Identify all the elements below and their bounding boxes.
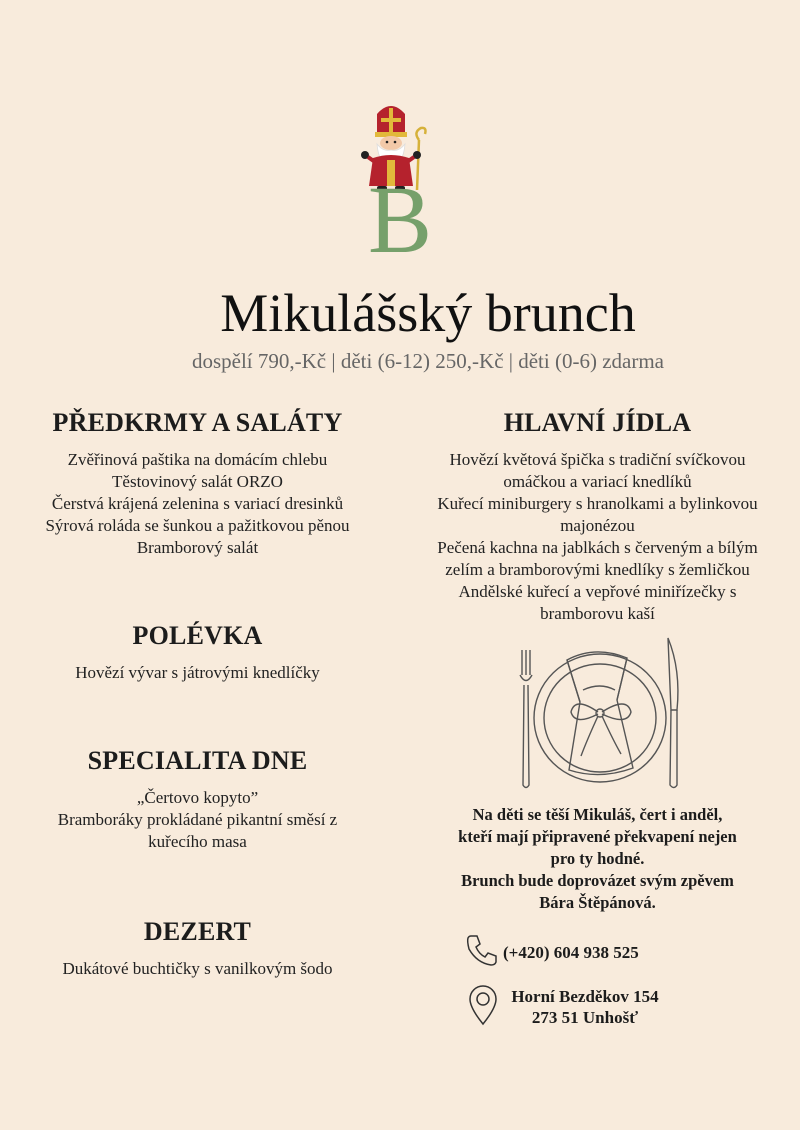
section-heading: POLÉVKA [132,621,263,650]
logo-letter: B [367,166,433,273]
menu-item: bramborovu kaší [540,604,655,623]
section-heading: HLAVNÍ JÍDLA [503,408,692,437]
menu-item: Čerstvá krájená zelenina s variací dresinků [51,494,344,513]
menu-item: Kuřecí miniburgery s hranolkami a bylinkovou [437,494,758,513]
menu-item: Hovězí květová špička s tradiční svíčkovou [449,450,746,469]
menu-item: Pečená kachna na jablkách s červeným a bílým [437,538,758,557]
phone-icon [465,933,499,967]
menu-item: Těstovinový salát ORZO [112,472,283,491]
note-line: pro ty hodné. [550,849,645,868]
section-heading: SPECIALITA DNE [87,746,308,775]
page-title: Mikulášský brunch [220,283,636,343]
menu-item: Andělské kuřecí a vepřové miniřízečky s [458,582,737,601]
section-mains [400,407,795,625]
note-line: Bára Štěpánová. [539,893,656,912]
menu-item: zelím a bramborovými knedlíky s žemličkou [445,560,750,579]
menu-item: Bramborový salát [136,538,259,557]
address-contact [465,984,725,1034]
note-line: kteří mají připravené překvapení nejen [458,827,737,846]
section-starters [0,407,395,559]
menu-item: Bramboráky prokládané pikantní směsí z [57,810,338,829]
section-soup [0,620,395,684]
address [495,986,675,1028]
menu-item: omáčkou a variací knedlíků [503,472,692,491]
section-special [0,745,395,853]
address-line: 273 51 Unhošť [531,1008,639,1027]
address-line: Horní Bezděkov 154 [511,987,659,1006]
plate-and-cutlery-icon [505,630,695,795]
note-line: Na děti se těší Mikuláš, čert i anděl, [472,805,723,824]
menu-item: „Čertovo kopyto” [136,788,259,807]
section-dessert [0,916,395,980]
menu-item: Zvěřinová paštika na domácím chlebu [67,450,328,469]
section-heading: PŘEDKRMY A SALÁTY [52,408,343,437]
phone-contact [465,933,725,969]
menu-item: majonézou [560,516,635,535]
menu-item: Hovězí vývar s játrovými knedlíčky [75,663,320,682]
menu-item: Sýrová roláda se šunkou a pažitkovou pěnou [45,516,350,535]
menu-item: kuřecího masa [148,832,247,851]
phone-number[interactable]: (+420) 604 938 525 [503,943,639,962]
menu-item: Dukátové buchtičky s vanilkovým šodo [62,959,333,978]
price-subtitle: dospělí 790,-Kč | děti (6-12) 250,-Kč | děti (0-6) zdarma [191,349,664,373]
kids-note [400,804,795,914]
note-line: Brunch bude doprovázet svým zpěvem [461,871,734,890]
section-heading: DEZERT [143,917,252,946]
